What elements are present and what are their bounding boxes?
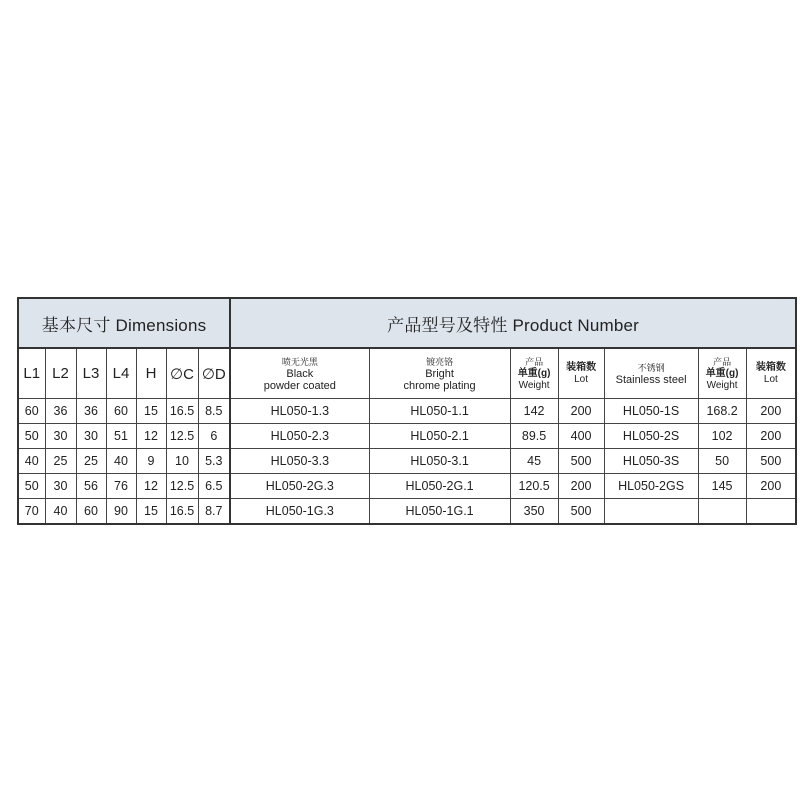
col-header-l2: L2 (45, 348, 76, 399)
stainless-model-cell: HL050-3S (604, 449, 698, 474)
col-header-black-en1: Black (286, 367, 314, 380)
lot-2-cell (746, 499, 796, 525)
l3-cell: 56 (76, 474, 106, 499)
col-header-lot-1 (558, 348, 604, 399)
table-row (18, 499, 796, 525)
lot-2-cell: 500 (746, 449, 796, 474)
l3-cell: 25 (76, 449, 106, 474)
l4-cell: 60 (106, 399, 136, 424)
diameter-d-cell: 6 (198, 424, 230, 449)
col-header-stainless-en: Stainless steel (615, 373, 687, 386)
black-model-cell: HL050-1.3 (230, 399, 369, 424)
l2-cell: 25 (45, 449, 76, 474)
l2-cell: 36 (45, 399, 76, 424)
l2-cell: 40 (45, 499, 76, 525)
col-header-weight-2 (698, 348, 746, 399)
weight-2-cell (698, 499, 746, 525)
lot-1-cell: 200 (558, 474, 604, 499)
diameter-c-cell: 10 (166, 449, 198, 474)
stainless-model-cell: HL050-1S (604, 399, 698, 424)
col-header-black-cn: 喷无光黑 (281, 356, 318, 367)
black-model-cell: HL050-2.3 (230, 424, 369, 449)
l3-cell: 60 (76, 499, 106, 525)
lot-2-cell: 200 (746, 399, 796, 424)
l1-cell: 50 (18, 424, 45, 449)
l2-cell: 30 (45, 424, 76, 449)
stainless-model-cell (604, 499, 698, 525)
h-cell: 12 (136, 424, 166, 449)
col-header-chrome-en2: chrome plating (403, 379, 476, 392)
col-header-chrome-cn: 镀亮铬 (426, 356, 454, 367)
l4-cell: 40 (106, 449, 136, 474)
weight-2-cell: 168.2 (698, 399, 746, 424)
weight-1-cell: 45 (510, 449, 558, 474)
dimensions-title: 基本尺寸 Dimensions (18, 298, 230, 348)
col-header-diameter-c: ∅C (166, 348, 198, 399)
col-header-weight-2-en: Weight (706, 379, 738, 391)
h-cell: 15 (136, 399, 166, 424)
weight-1-cell: 89.5 (510, 424, 558, 449)
h-cell: 9 (136, 449, 166, 474)
col-header-black-powder-coated (230, 348, 369, 399)
col-header-h: H (136, 348, 166, 399)
lot-1-cell: 500 (558, 449, 604, 474)
col-header-weight-1 (510, 348, 558, 399)
h-cell: 12 (136, 474, 166, 499)
col-header-lot-2-en: Lot (763, 373, 778, 385)
col-header-chrome-en1: Bright (425, 367, 454, 380)
weight-2-cell: 50 (698, 449, 746, 474)
chrome-model-cell: HL050-1G.1 (369, 499, 510, 525)
chrome-model-cell: HL050-2G.1 (369, 474, 510, 499)
col-header-weight-1-cn1: 产品 (525, 356, 544, 367)
weight-1-cell: 350 (510, 499, 558, 525)
lot-1-cell: 500 (558, 499, 604, 525)
l1-cell: 70 (18, 499, 45, 525)
col-header-diameter-d: ∅D (198, 348, 230, 399)
col-header-lot-2-cn: 装箱数 (755, 361, 786, 373)
weight-1-cell: 142 (510, 399, 558, 424)
chrome-model-cell: HL050-2.1 (369, 424, 510, 449)
product-number-title: 产品型号及特性 Product Number (230, 298, 796, 348)
weight-2-cell: 102 (698, 424, 746, 449)
weight-1-cell: 120.5 (510, 474, 558, 499)
stainless-model-cell: HL050-2GS (604, 474, 698, 499)
l3-cell: 36 (76, 399, 106, 424)
chrome-model-cell: HL050-1.1 (369, 399, 510, 424)
diameter-d-cell: 5.3 (198, 449, 230, 474)
diameter-d-cell: 8.7 (198, 499, 230, 525)
col-header-weight-1-en: Weight (518, 379, 550, 391)
table-row (18, 399, 796, 424)
col-header-l1: L1 (18, 348, 45, 399)
col-header-weight-2-cn1: 产品 (713, 356, 732, 367)
table-row (18, 424, 796, 449)
table-row (18, 449, 796, 474)
table-title-row (18, 298, 796, 348)
chrome-model-cell: HL050-3.1 (369, 449, 510, 474)
product-spec-table (17, 297, 797, 525)
col-header-black-en2: powder coated (263, 379, 336, 392)
lot-2-cell: 200 (746, 474, 796, 499)
col-header-l4: L4 (106, 348, 136, 399)
diameter-c-cell: 12.5 (166, 474, 198, 499)
lot-1-cell: 200 (558, 399, 604, 424)
col-header-lot-1-en: Lot (574, 373, 589, 385)
l1-cell: 60 (18, 399, 45, 424)
black-model-cell: HL050-1G.3 (230, 499, 369, 525)
col-header-stainless-steel (604, 348, 698, 399)
l2-cell: 30 (45, 474, 76, 499)
black-model-cell: HL050-3.3 (230, 449, 369, 474)
l4-cell: 76 (106, 474, 136, 499)
diameter-c-cell: 12.5 (166, 424, 198, 449)
stainless-model-cell: HL050-2S (604, 424, 698, 449)
l1-cell: 50 (18, 474, 45, 499)
table-row (18, 474, 796, 499)
weight-2-cell: 145 (698, 474, 746, 499)
l3-cell: 30 (76, 424, 106, 449)
column-header-row (18, 348, 796, 399)
col-header-weight-2-cn2: 单重(g) (705, 367, 739, 379)
col-header-bright-chrome (369, 348, 510, 399)
diameter-c-cell: 16.5 (166, 499, 198, 525)
h-cell: 15 (136, 499, 166, 525)
diameter-d-cell: 6.5 (198, 474, 230, 499)
lot-2-cell: 200 (746, 424, 796, 449)
diameter-d-cell: 8.5 (198, 399, 230, 424)
col-header-weight-1-cn2: 单重(g) (517, 367, 551, 379)
l4-cell: 90 (106, 499, 136, 525)
diameter-c-cell: 16.5 (166, 399, 198, 424)
lot-1-cell: 400 (558, 424, 604, 449)
l1-cell: 40 (18, 449, 45, 474)
col-header-lot-1-cn: 装箱数 (566, 361, 597, 373)
col-header-l3: L3 (76, 348, 106, 399)
l4-cell: 51 (106, 424, 136, 449)
col-header-stainless-cn: 不锈钢 (637, 362, 665, 373)
black-model-cell: HL050-2G.3 (230, 474, 369, 499)
col-header-lot-2 (746, 348, 796, 399)
